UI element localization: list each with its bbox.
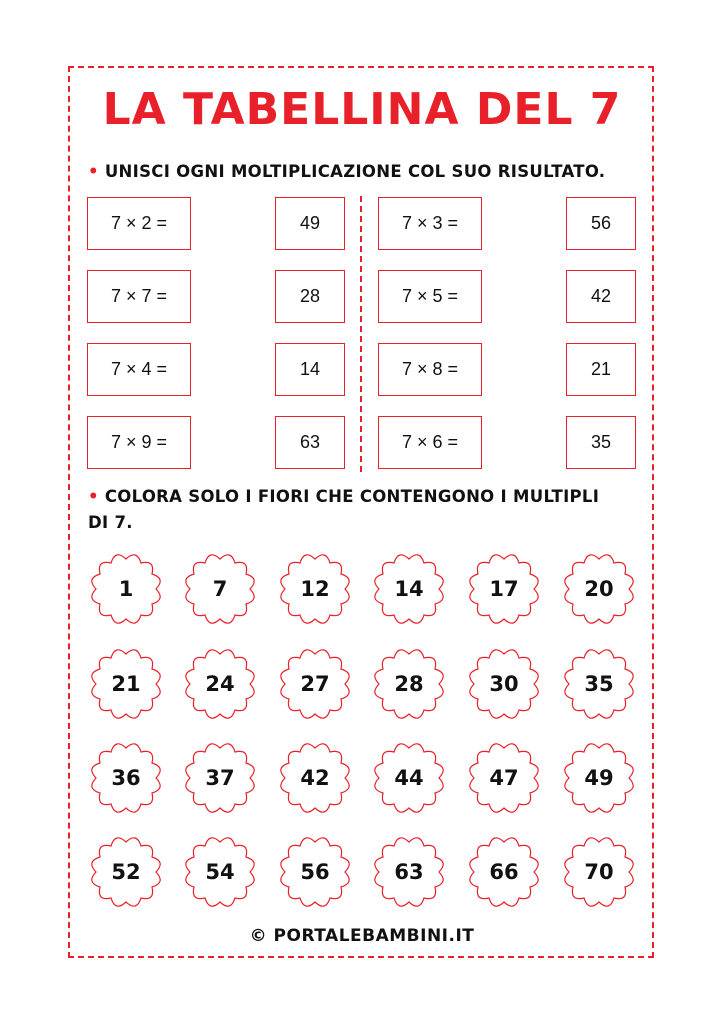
flower[interactable] <box>84 830 168 914</box>
bullet-icon: • <box>88 487 99 506</box>
flower[interactable] <box>178 547 262 631</box>
result-box[interactable]: 28 <box>275 270 345 323</box>
flower-number: 37 <box>205 766 235 790</box>
instruction-color-line2: DI 7. <box>88 513 133 532</box>
flower[interactable] <box>273 642 357 726</box>
flower-number: 28 <box>394 672 424 696</box>
flower[interactable] <box>273 830 357 914</box>
result-box[interactable]: 49 <box>275 197 345 250</box>
instruction-color-line1: COLORA SOLO I FIORI CHE CONTENGONO I MULTIPLI <box>104 487 600 506</box>
flower-number: 7 <box>212 577 228 601</box>
flower-number: 36 <box>111 766 141 790</box>
flower-number: 44 <box>394 766 424 790</box>
equation-box[interactable]: 7 × 5 = <box>378 270 482 323</box>
flower[interactable] <box>84 736 168 820</box>
flower[interactable] <box>367 830 451 914</box>
instruction-match <box>88 159 605 185</box>
flower-number: 12 <box>300 577 330 601</box>
equation-box[interactable]: 7 × 7 = <box>87 270 191 323</box>
instruction-match-text: UNISCI OGNI MOLTIPLICAZIONE COL SUO RISULTATO. <box>104 162 606 181</box>
flower-number: 30 <box>489 672 519 696</box>
flower-number: 49 <box>584 766 614 790</box>
flower[interactable] <box>84 547 168 631</box>
result-box[interactable]: 56 <box>566 197 636 250</box>
result-box[interactable]: 35 <box>566 416 636 469</box>
flower[interactable] <box>462 547 546 631</box>
flower-number: 70 <box>584 860 614 884</box>
flower[interactable] <box>273 547 357 631</box>
flower-number: 27 <box>300 672 330 696</box>
flower[interactable] <box>557 547 641 631</box>
flower[interactable] <box>178 830 262 914</box>
flower[interactable] <box>462 736 546 820</box>
flower-number: 54 <box>205 860 235 884</box>
bullet-icon: • <box>88 162 99 181</box>
flower[interactable] <box>462 642 546 726</box>
flower[interactable] <box>273 736 357 820</box>
flower[interactable] <box>367 547 451 631</box>
flower-number: 56 <box>300 860 330 884</box>
equation-box[interactable]: 7 × 2 = <box>87 197 191 250</box>
flower-number: 21 <box>111 672 141 696</box>
flower-number: 20 <box>584 577 614 601</box>
flower-number: 42 <box>300 766 330 790</box>
flower-number: 1 <box>118 577 134 601</box>
flower[interactable] <box>84 642 168 726</box>
flower-number: 35 <box>584 672 614 696</box>
equation-box[interactable]: 7 × 3 = <box>378 197 482 250</box>
flower-number: 14 <box>394 577 424 601</box>
flower[interactable] <box>367 642 451 726</box>
equation-box[interactable]: 7 × 6 = <box>378 416 482 469</box>
column-divider <box>360 196 362 472</box>
instruction-color <box>88 484 599 536</box>
result-box[interactable]: 14 <box>275 343 345 396</box>
flower[interactable] <box>178 642 262 726</box>
equation-box[interactable]: 7 × 4 = <box>87 343 191 396</box>
flower-number: 52 <box>111 860 141 884</box>
flower-number: 63 <box>394 860 424 884</box>
flower[interactable] <box>557 830 641 914</box>
flower-number: 66 <box>489 860 519 884</box>
flower[interactable] <box>367 736 451 820</box>
result-box[interactable]: 42 <box>566 270 636 323</box>
result-box[interactable]: 63 <box>275 416 345 469</box>
flower-number: 24 <box>205 672 235 696</box>
footer-copyright: © PORTALEBAMBINI.IT <box>249 926 475 946</box>
flower[interactable] <box>178 736 262 820</box>
equation-box[interactable]: 7 × 9 = <box>87 416 191 469</box>
flower[interactable] <box>462 830 546 914</box>
flower-number: 17 <box>489 577 519 601</box>
page-title: LA TABELLINA DEL 7 <box>102 84 622 135</box>
flower[interactable] <box>557 736 641 820</box>
flower-number: 47 <box>489 766 519 790</box>
equation-box[interactable]: 7 × 8 = <box>378 343 482 396</box>
result-box[interactable]: 21 <box>566 343 636 396</box>
flower[interactable] <box>557 642 641 726</box>
